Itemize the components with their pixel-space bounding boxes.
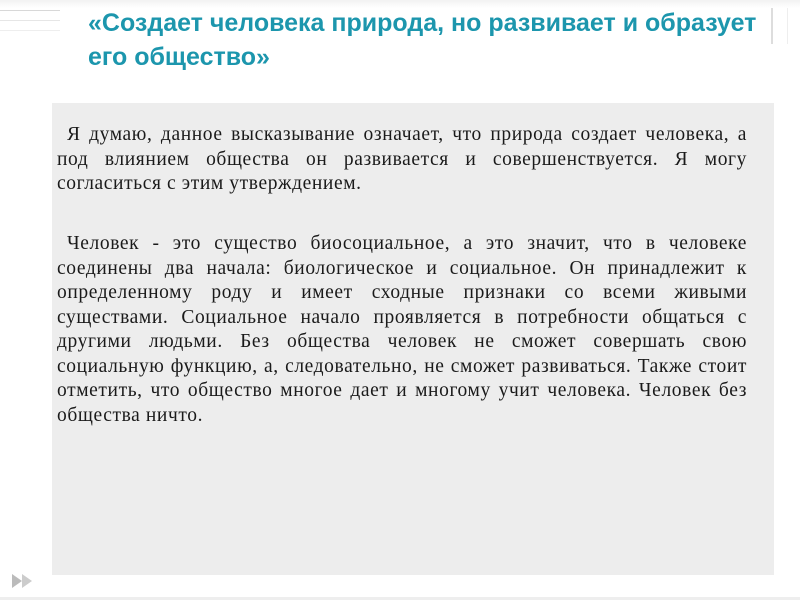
decorative-corner-lines [771, 8, 788, 44]
paragraph-argument: Человек - это существо биосоциальное, а это значит, что в человеке соединены два начала: биологическое и социальное. Он принадлежит к определенному роду и имеет сходные признаки со всеми живыми существами. Социальное начало проявляется в потребности общаться с другими людьми. Без общества человек не сможет совершать свою социальную функцию, а, следовательно, не сможет развиваться. Также стоит отметить, что общество многое дает и многому учит человека. Человек без общества ничто. [57, 233, 747, 426]
decorative-rule [0, 20, 60, 21]
double-chevron-right-icon [12, 574, 38, 590]
decorative-rule [0, 10, 60, 11]
paragraph-opinion: Я думаю, данное высказывание означает, что природа создает человека, а под влиянием общества он развивается и совершенствуется. Я могу согласиться с этим утверждением. [57, 124, 747, 194]
decorative-rule [0, 30, 60, 31]
slide-title: «Создает человека природа, но развивает и образует его общество» [88, 9, 757, 71]
